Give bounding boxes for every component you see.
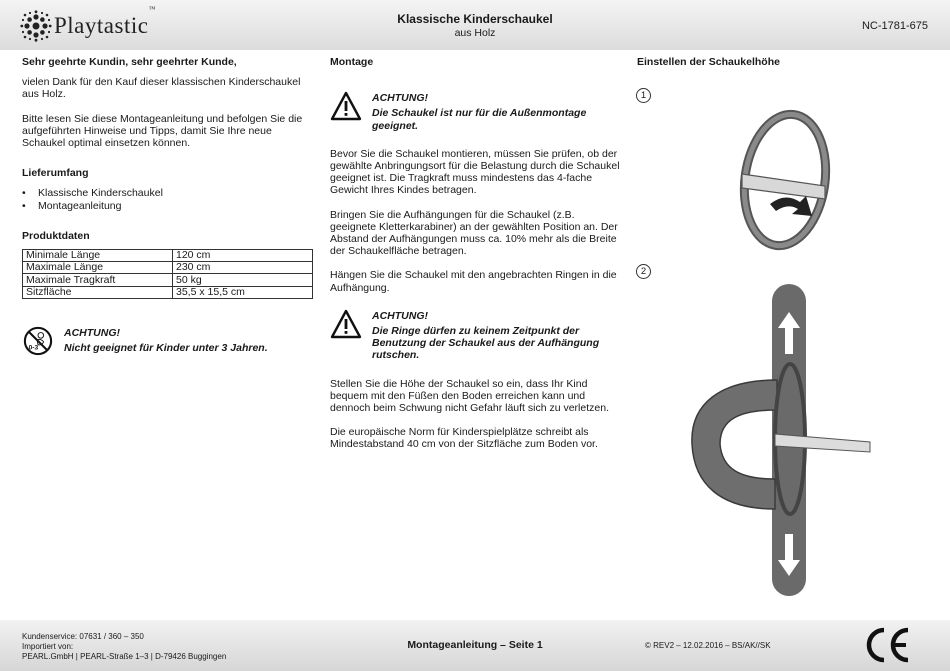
paragraph: Hängen Sie die Schaukel mit den angebrachten Ringen in die Aufhängung. bbox=[330, 269, 617, 294]
step-number-1: 1 bbox=[636, 88, 651, 103]
product-data-heading: Produktdaten bbox=[22, 229, 90, 242]
warning-title: ACHTUNG! bbox=[372, 309, 428, 322]
intro-paragraph: vielen Dank für den Kauf dieser klassischen Kinderschaukel aus Holz. bbox=[22, 76, 301, 101]
footer-contact bbox=[22, 632, 226, 662]
brand-logo bbox=[20, 5, 190, 42]
column-height-adjust bbox=[637, 56, 937, 68]
logo-mark-icon bbox=[20, 10, 52, 42]
table-row: Sitzfläche 35,5 x 15,5 cm bbox=[23, 286, 313, 298]
importer-label: Importiert von: bbox=[22, 642, 74, 651]
table-row: Maximale Tragkraft 50 kg bbox=[23, 274, 313, 286]
scope-heading: Lieferumfang bbox=[22, 167, 89, 180]
outdoor-warning bbox=[330, 92, 622, 132]
document-subtitle: aus Holz bbox=[454, 27, 496, 39]
page-label: Montageanleitung – Seite 1 bbox=[407, 639, 543, 651]
page-header bbox=[0, 0, 950, 50]
customer-service: Kundenservice: 07631 / 360 – 350 bbox=[22, 632, 144, 641]
product-data-table bbox=[22, 249, 313, 299]
paragraph: Bringen Sie die Aufhängungen für die Schaukel (z.B. geeignete Kletterkarabiner) an der gewählten Position an. Der Abstand der Aufhängungen muss ca. 10% mehr als die Breite der Schaukelfläche betragen. bbox=[330, 208, 618, 258]
age-label: 0-3 bbox=[28, 344, 39, 352]
instructions-paragraph: Bitte lesen Sie diese Montageanleitung und befolgen Sie die aufgeführten Hinweise und Tipps, damit Sie Ihre neue Schaukel optimal einsetzen können. bbox=[22, 112, 303, 150]
paragraph: Bevor Sie die Schaukel montieren, müssen Sie prüfen, ob der gewählte Anbringungsort für die Belastung durch die Schaukel geeignet ist. Die Tragkraft muss mindestens das 4-fache Gewicht Ihres Kindes betragen. bbox=[330, 147, 620, 197]
warning-text: Die Schaukel ist nur für die Außenmontage geeignet. bbox=[372, 107, 587, 132]
document-title: Klassische Kinderschaukel bbox=[397, 12, 553, 26]
warning-text: Nicht geeignet für Kinder unter 3 Jahren. bbox=[64, 341, 268, 354]
salutation: Sehr geehrte Kundin, sehr geehrter Kunde, bbox=[22, 56, 237, 68]
list-item: • Klassische Kinderschaukel bbox=[22, 187, 314, 199]
column-assembly bbox=[330, 56, 622, 451]
table-row: Minimale Länge 120 cm bbox=[23, 250, 313, 262]
age-restriction-icon bbox=[22, 326, 54, 356]
warning-text: Die Ringe dürfen zu keinem Zeitpunkt der Benutzung der Schaukel aus der Aufhängung rutschen. bbox=[372, 325, 600, 362]
scope-list bbox=[22, 187, 314, 211]
age-warning bbox=[22, 327, 314, 354]
revision-note: © REV2 – 12.02.2016 – BS/AK//SK bbox=[645, 641, 771, 650]
step-number-2: 2 bbox=[636, 264, 651, 279]
importer-address: PEARL.GmbH | PEARL-Straße 1–3 | D-79426 Buggingen bbox=[22, 652, 227, 661]
warning-title: ACHTUNG! bbox=[372, 92, 428, 105]
height-adjust-heading: Einstellen der Schaukelhöhe bbox=[637, 56, 780, 68]
ring-illustration bbox=[730, 104, 850, 254]
column-intro bbox=[22, 56, 314, 354]
warning-triangle-icon bbox=[330, 91, 362, 121]
rings-warning bbox=[330, 310, 622, 362]
paragraph: Stellen Sie die Höhe der Schaukel so ein, dass Ihr Kind bequem mit den Füßen den Boden erreichen kann und dennoch beim Schwung nicht Gefahr läuft sich zu verletzen. bbox=[330, 377, 609, 415]
strap-loop-illustration bbox=[680, 284, 890, 602]
table-row: Maximale Länge 230 cm bbox=[23, 262, 313, 274]
ce-mark-icon bbox=[862, 626, 912, 664]
page-footer bbox=[0, 620, 950, 671]
paragraph: Die europäische Norm für Kinderspielplätze schreibt als Mindestabstand 40 cm von der Sitzfläche zum Boden vor. bbox=[330, 426, 598, 451]
article-number: NC-1781-675 bbox=[861, 20, 928, 32]
warning-triangle-icon bbox=[330, 309, 362, 339]
assembly-heading: Montage bbox=[330, 56, 374, 68]
list-item: • Montageanleitung bbox=[22, 200, 314, 212]
brand-name: Playtastic™ bbox=[54, 5, 156, 38]
warning-title: ACHTUNG! bbox=[64, 326, 120, 339]
